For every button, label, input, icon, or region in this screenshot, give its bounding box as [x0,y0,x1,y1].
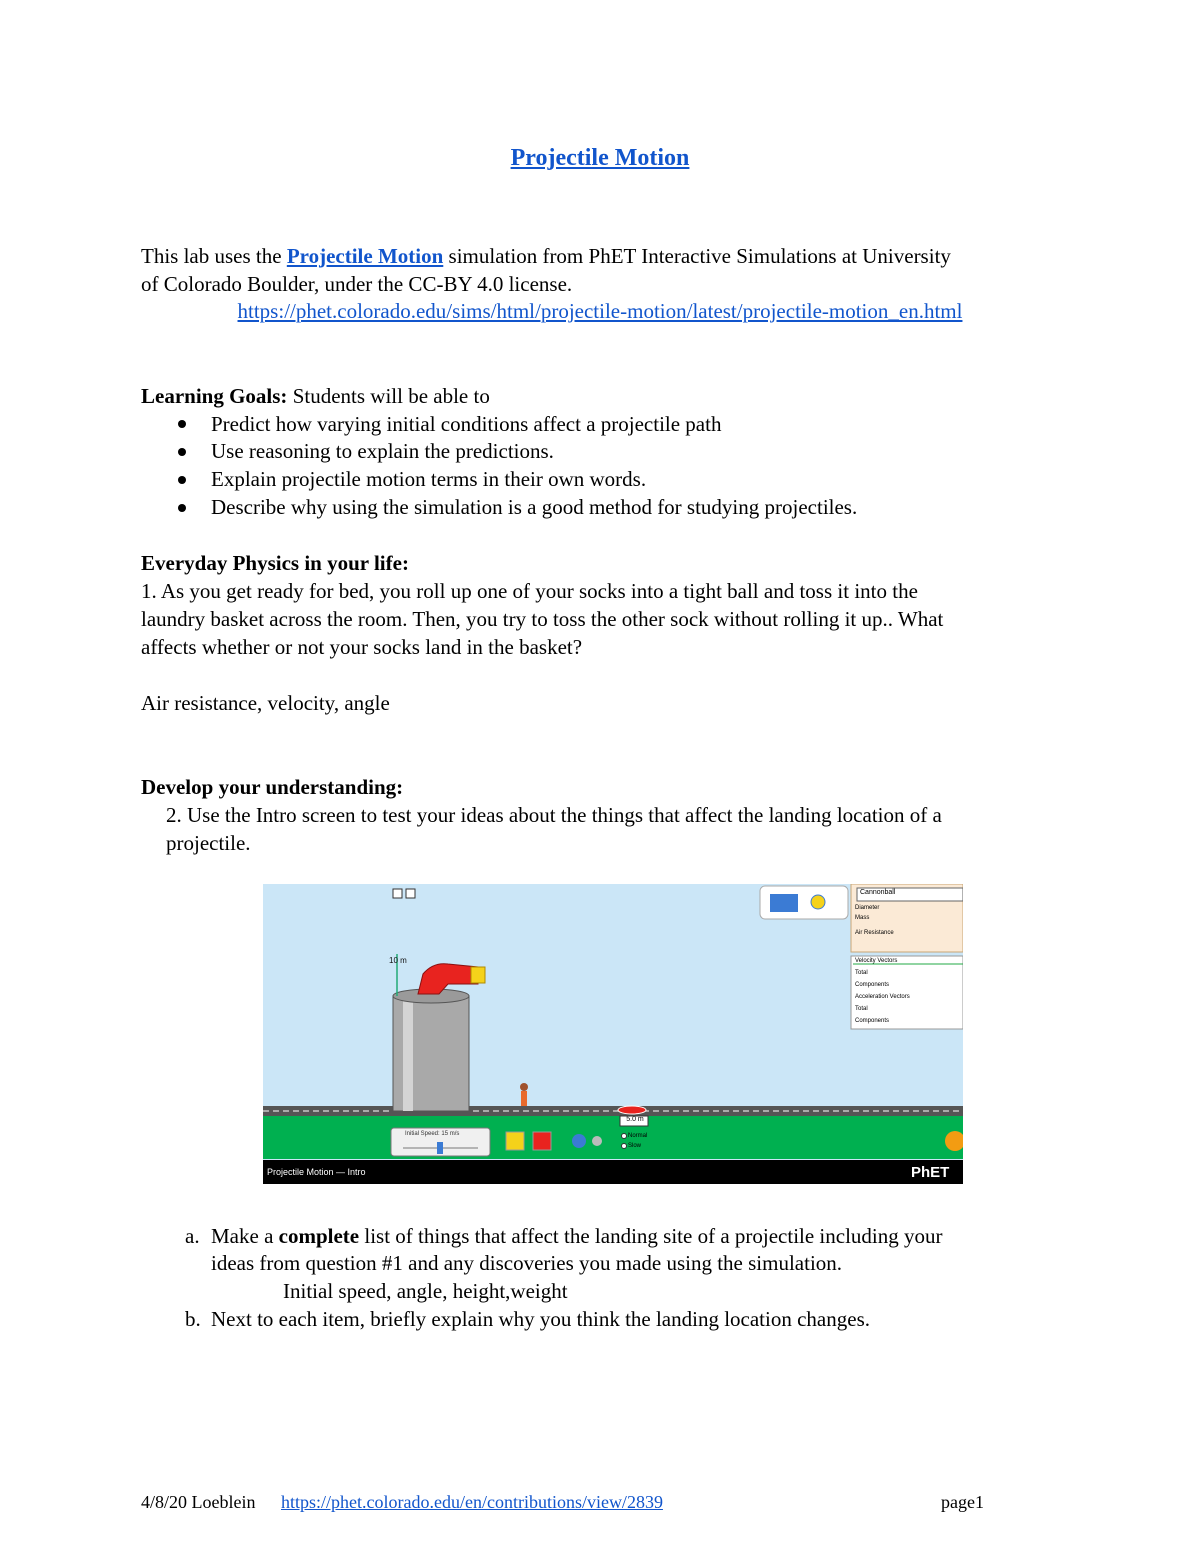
develop-heading: Develop your understanding: [141,775,404,799]
speed-slider-thumb[interactable] [437,1142,443,1154]
slow-speed-radio[interactable] [622,1144,627,1149]
item-b-label: b. [185,1307,201,1331]
grass [263,1109,963,1159]
projectile-type: Cannonball [860,889,896,896]
slow-speed-label: Slow [628,1143,642,1149]
learning-goals-line [141,382,490,410]
question-1-line-3: affects whether or not your socks land in the basket? [141,635,583,659]
person-figure [520,1083,528,1091]
intro-text-before: This lab uses the [141,244,287,268]
acceleration-vectors-label: Acceleration Vectors [855,994,910,1000]
velocity-components-option[interactable]: Components [855,982,890,988]
item-a-bold: complete [278,1224,360,1248]
sim-screen-title: Projectile Motion — Intro [267,1167,366,1177]
footer-page-number: page1 [941,1492,984,1512]
phet-logo[interactable]: PhET [911,1164,950,1181]
play-pause-button[interactable] [572,1134,586,1148]
acceleration-total-option[interactable]: Total [855,1006,868,1012]
learning-goals-lead: Students will be able to [287,384,490,408]
item-a-after: list of things that affect the landing site of a projectile including your [359,1224,943,1248]
page-title: Projectile Motion [510,145,690,171]
question-1-line-2: laundry basket across the room. Then, you try to toss the other sock without rolling it up.. What [141,607,944,631]
item-a-line-1 [211,1222,943,1250]
initial-speed-label: Initial Speed: 15 m/s [405,1131,460,1137]
item-a-label: a. [185,1224,200,1248]
fire-button[interactable] [533,1132,551,1150]
bullet-icon [178,420,186,428]
navigation-bar [263,1160,963,1184]
learning-goals-label: Learning Goals: [141,384,288,408]
answer-1: Air resistance, velocity, angle [141,691,390,715]
goal-item: Explain projectile motion terms in their own words. [211,467,647,491]
eraser-button[interactable] [506,1132,524,1150]
everyday-heading: Everyday Physics in your life: [141,551,409,575]
acceleration-components-option[interactable]: Components [855,1018,890,1024]
question-1-line-1: 1. As you get ready for bed, you roll up one of your socks into a tight ball and toss it into the [141,579,918,603]
simulation-scene [263,884,963,1184]
zoom-out-icon[interactable] [406,889,415,898]
bullet-icon [178,504,186,512]
question-2-line-1: 2. Use the Intro screen to test your ideas about the things that affect the landing location of a [166,803,942,827]
bullet-icon [178,476,186,484]
item-b-text: Next to each item, briefly explain why you think the landing location changes. [211,1307,870,1331]
footer-link[interactable]: https://phet.colorado.edu/en/contributions/view/2839 [281,1492,663,1512]
target[interactable] [618,1106,646,1114]
normal-speed-label: Normal [628,1133,648,1139]
intro-text-after: simulation from PhET Interactive Simulations at University [443,244,951,268]
cannon-barrel-tip [471,967,485,983]
tower-highlight [403,996,413,1111]
normal-speed-radio[interactable] [622,1134,627,1139]
person-body [521,1091,527,1106]
goal-item: Predict how varying initial conditions affect a projectile path [211,412,722,436]
simulation-screenshot [263,884,963,1184]
velocity-total-option[interactable]: Total [855,970,868,976]
step-button[interactable] [592,1136,602,1146]
mass-label: Mass [855,915,870,921]
goal-item: Use reasoning to explain the predictions. [211,439,554,463]
item-a-before: Make a [211,1224,279,1248]
stopwatch-icon[interactable] [811,895,825,909]
goal-item: Describe why using the simulation is a good method for studying projectiles. [211,495,858,519]
zoom-in-icon[interactable] [393,889,402,898]
velocity-vectors-label: Velocity Vectors [855,958,898,964]
tape-measure-icon[interactable] [770,894,798,912]
target-label: 5.0 m [626,1116,644,1123]
sim-url-link[interactable]: https://phet.colorado.edu/sims/html/projectile-motion/latest/projectile-motion_en.html [237,299,963,323]
air-resistance-option[interactable]: Air Resistance [855,930,894,936]
intro-line-2: of Colorado Boulder, under the CC-BY 4.0 license. [141,272,573,296]
item-a-answer: Initial speed, angle, height,weight [283,1279,568,1303]
height-label: 10 m [389,956,407,965]
item-a-line-2: ideas from question #1 and any discoveries you made using the simulation. [211,1251,843,1275]
diameter-label: Diameter [855,905,880,911]
footer-date-author: 4/8/20 Loeblein [141,1492,256,1512]
sim-link[interactable]: Projectile Motion [286,244,444,268]
bullet-icon [178,448,186,456]
intro-line-1 [141,242,951,270]
question-2-line-2: projectile. [166,831,251,855]
